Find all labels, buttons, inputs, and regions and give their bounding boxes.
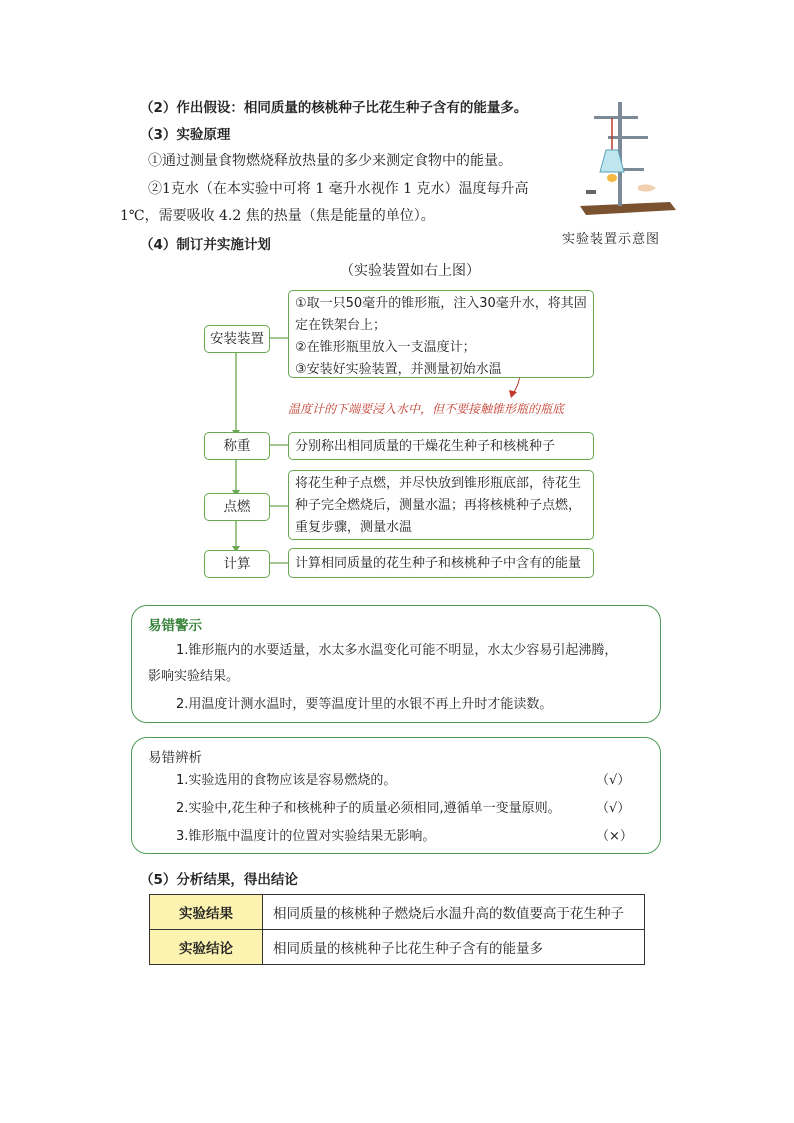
judgement-item-3: 3.锥形瓶中温度计的位置对实验结果无影响。 [176,829,436,844]
install-line-4: ③安装好实验装置，并测量初始水温 [295,362,502,377]
hypothesis-line: （2）作出假设：相同质量的核桃种子比花生种子含有的能量多。 [140,100,528,116]
warning-item-2: 2.用温度计测水温时，要等温度计里的水银不再上升时才能读数。 [176,697,553,712]
install-line-1: ①取一只50毫升的锥形瓶，注入30毫升水，将其固 [295,296,587,311]
principle-item-2a: ②1克水（在本实验中可将 1 毫升水视作 1 克水）温度每升高 [148,181,529,197]
install-line-3: ②在锥形瓶里放入一支温度计； [295,340,476,355]
warning-item-1a: 1.锥形瓶内的水要适量，水太多水温变化可能不明显，水太少容易引起沸腾， [176,643,618,658]
conclusion-value: 相同质量的核桃种子比花生种子含有的能量多 [263,930,645,965]
ignite-line-2: 种子完全燃烧后，测量水温；再将核桃种子点燃， [295,498,582,513]
step-calc: 计算 [204,550,270,578]
warning-panel [131,605,661,723]
principle-item-2b: 1℃，需要吸收 4.2 焦的热量（焦是能量的单位）。 [120,208,435,224]
warning-item-1b: 影响实验结果。 [148,669,240,684]
figure-caption: 实验装置示意图 [562,232,661,247]
install-details [288,290,594,378]
principle-heading: （3）实验原理 [140,127,231,143]
apparatus-illustration [578,98,678,218]
result-heading: （5）分析结果，得出结论 [140,872,298,888]
judgement-answer-2: （√） [596,801,631,816]
result-table [149,894,645,965]
judgement-item-2: 2.实验中,花生种子和核桃种子的质量必须相同,遵循单一变量原则。 [176,801,561,816]
step-ignite: 点燃 [204,493,270,521]
judgement-answer-3: （×） [596,829,633,844]
judgement-answer-1: （√） [596,773,631,788]
result-value: 相同质量的核桃种子燃烧后水温升高的数值要高于花生种子 [263,895,645,930]
flow-caption: （实验装置如右上图） [340,263,480,279]
calc-details: 计算相同质量的花生种子和核桃种子中含有的能量 [288,548,594,578]
install-line-2: 定在铁架台上； [295,318,387,333]
weigh-details: 分别称出相同质量的干燥花生种子和核桃种子 [288,432,594,460]
ignite-line-1: 将花生种子点燃，并尽快放到锥形瓶底部，待花生 [295,476,582,491]
judgement-item-1: 1.实验选用的食物应该是容易燃烧的。 [176,773,397,788]
step-weigh: 称重 [204,432,270,460]
warning-title: 易错警示 [148,618,202,634]
step-install: 安装装置 [204,325,270,353]
result-header: 实验结果 [150,895,263,930]
principle-item-1: ①通过测量食物燃烧释放热量的多少来测定食物中的能量。 [148,153,512,169]
conclusion-header: 实验结论 [150,930,263,965]
judgement-title: 易错辨析 [148,750,202,766]
table-row [150,895,645,930]
plan-heading: （4）制订并实施计划 [140,237,271,253]
ignite-line-3: 重复步骤，测量水温 [295,520,413,535]
judgement-panel [131,737,661,854]
thermometer-note: 温度计的下端要浸入水中，但不要接触锥形瓶的瓶底 [288,402,565,416]
table-row [150,930,645,965]
ignite-details [288,470,594,540]
